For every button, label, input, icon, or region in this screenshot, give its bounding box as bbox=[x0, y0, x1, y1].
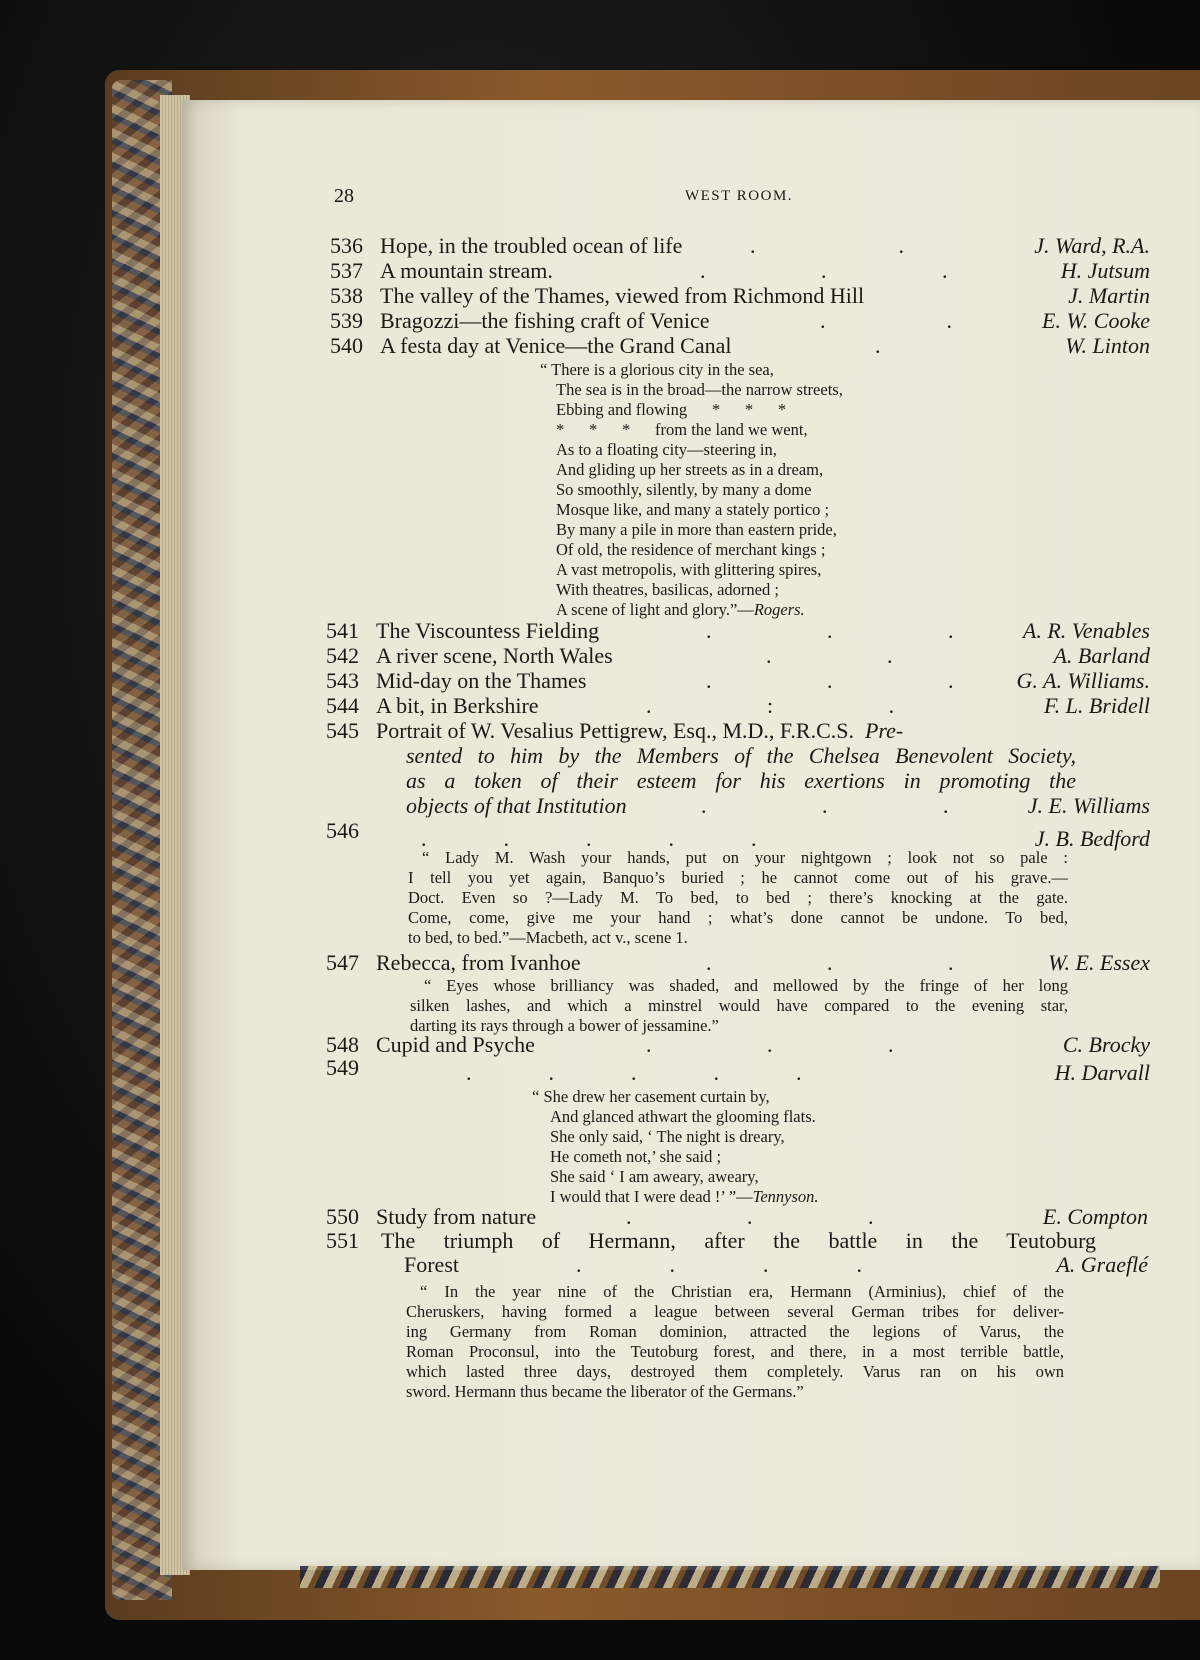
leader-dots: . . . bbox=[706, 668, 954, 693]
leader-dots: . . . bbox=[706, 618, 954, 643]
entry-artist: H. Darvall bbox=[1054, 1060, 1150, 1085]
marbled-bottom-edge bbox=[300, 1566, 1160, 1588]
leader-dots: . . . . bbox=[576, 1252, 862, 1277]
leader-dots: . . bbox=[766, 643, 893, 668]
entry-number: 550 bbox=[326, 1204, 359, 1229]
entry-artist: J. Martin bbox=[1068, 283, 1150, 308]
leader-dots: . . . bbox=[700, 258, 948, 283]
entry-artist: J. E. Williams bbox=[1027, 793, 1150, 818]
entry-title: Cupid and Psyche bbox=[376, 1032, 535, 1057]
leader-dots: . bbox=[875, 333, 881, 358]
entry-artist: E. W. Cooke bbox=[1042, 308, 1150, 333]
leader-dots: . . . bbox=[701, 793, 949, 818]
leader-dots: . . bbox=[820, 308, 952, 333]
entry-title: The triumph of Hermann, after the battle in the Teutoburg bbox=[381, 1228, 1096, 1253]
entry-number: 545 bbox=[326, 718, 359, 743]
quote-attribution: Rogers. bbox=[753, 600, 805, 619]
entry-artist: F. L. Bridell bbox=[1044, 693, 1150, 718]
entry-title: Hope, in the troubled ocean of life bbox=[380, 233, 683, 258]
entry-title: Mid-day on the Thames bbox=[376, 668, 587, 693]
entry-continuation: objects of that Institution bbox=[406, 793, 627, 818]
entry-title: A mountain stream. bbox=[380, 258, 553, 283]
entry-number: 537 bbox=[330, 258, 363, 283]
entry-artist: E. Compton bbox=[1042, 1204, 1148, 1229]
leader-dots: . . bbox=[750, 233, 904, 258]
entry-number: 540 bbox=[330, 333, 363, 358]
entry-number: 546 bbox=[326, 818, 359, 843]
entry-title-continuation: Forest bbox=[404, 1252, 459, 1277]
entry-artist: J. B. Bedford bbox=[1034, 826, 1150, 851]
entry-number: 551 bbox=[326, 1228, 359, 1253]
entry-title: Bragozzi—the fishing craft of Venice bbox=[380, 308, 710, 333]
entry-number: 542 bbox=[326, 643, 359, 668]
entry-artist: G. A. Williams. bbox=[1016, 668, 1150, 693]
page-number: 28 bbox=[334, 185, 354, 207]
leader-dots: . . . bbox=[706, 950, 954, 975]
entry-title: A bit, in Berkshire bbox=[376, 693, 539, 718]
entry-number: 538 bbox=[330, 283, 363, 308]
entry-number: 544 bbox=[326, 693, 359, 718]
entry-number: 547 bbox=[326, 950, 359, 975]
entry-artist: A. R. Venables bbox=[1022, 618, 1150, 643]
entry-title: A river scene, North Wales bbox=[376, 643, 613, 668]
entry-title: Portrait of W. Vesalius Pettigrew, Esq., M.D., F.R.C.S. Pre- bbox=[376, 718, 904, 743]
entry-artist: A. Graeflé bbox=[1056, 1252, 1148, 1277]
quote-ivanhoe: “ Eyes whose brilliancy was shaded, and mellowed by the fringe of her long silken lashes, and which a minstrel would have compared to the evening star, darting its rays through a bower of jessamine.” bbox=[410, 976, 1068, 1035]
entry-artist: J. Ward, R.A. bbox=[1034, 233, 1150, 258]
entry-number: 548 bbox=[326, 1032, 359, 1057]
quote-macbeth: “ Lady M. Wash your hands, put on your nightgown ; look not so pale : I tell you yet again, Banquo’s buried ; he cannot come out of his grave.— Doct. Even so ?—Lady M. To bed, to bed ; there’s knocking at the gate. Come, come, give me your hand ; what’s done cannot be undone. To bed, to bed, to bed.”—Macbeth, act v., scene 1. bbox=[408, 848, 1068, 947]
quote-rogers: “ There is a glorious city in the sea, The sea is in the broad—the narrow streets, Ebbing and flowing * * * * * * from the land we went, As to a floating city—steering in, And gliding up her streets as in a dream, So smoothly, silently, by many a dome Mosque like, and many a stately portico ; By many a pile in more than eastern pride, Of old, the residence of merchant kings ; A vast metropolis, with glittering spires, With theatres, basilicas, adorned ; A scene of light and glory.”—Rogers. bbox=[540, 360, 843, 619]
entry-artist: W. Linton bbox=[1065, 333, 1150, 358]
running-head: WEST ROOM. bbox=[684, 188, 794, 204]
quote-hermann: “ In the year nine of the Christian era, Hermann (Arminius), chief of the Cheruskers, having formed a league between several German tribes for deliver- ing Germany from Roman dominion, attracted the legions of Varus, the Roman Proconsul, into the Teutoburg forest, and there, in a most terrible battle, which lasted three days, destroyed them completely. Varus ran on his own sword. Hermann thus became the liberator of the Germans.” bbox=[406, 1282, 1064, 1401]
entry-number: 539 bbox=[330, 308, 363, 333]
leader-dots: . : . bbox=[646, 693, 895, 718]
entry-artist: H. Jutsum bbox=[1060, 258, 1150, 283]
entry-artist: C. Brocky bbox=[1062, 1032, 1150, 1057]
entry-continuation: as a token of their esteem for his exertions in promoting the bbox=[406, 768, 1076, 793]
leader-dots: . . . . . bbox=[421, 826, 757, 851]
entry-artist: W. E. Essex bbox=[1048, 950, 1150, 975]
entry-number: 549 bbox=[326, 1055, 359, 1080]
quote-attribution: Tennyson. bbox=[752, 1187, 819, 1206]
entry-number: 536 bbox=[330, 233, 363, 258]
leader-dots: . . . bbox=[626, 1204, 874, 1229]
entry-title: Rebecca, from Ivanhoe bbox=[376, 950, 581, 975]
entry-title: The Viscountess Fielding bbox=[376, 618, 600, 643]
leader-dots: . . . bbox=[646, 1032, 894, 1057]
entry-number: 541 bbox=[326, 618, 359, 643]
entry-artist: A. Barland bbox=[1053, 643, 1150, 668]
entry-title: Study from nature bbox=[376, 1204, 537, 1229]
quote-tennyson: “ She drew her casement curtain by, And glanced athwart the glooming flats. She only said, ‘ The night is dreary, He cometh not,’ she said ; She said ‘ I am aweary, aweary, I would that I were dead !’ ”—Tennyson. bbox=[532, 1087, 819, 1206]
page-header bbox=[334, 185, 1144, 211]
leader-dots: . . . . . bbox=[466, 1060, 802, 1085]
entry-number: 543 bbox=[326, 668, 359, 693]
entry-title: A festa day at Venice—the Grand Canal bbox=[380, 333, 732, 358]
entry-continuation: sented to him by the Members of the Chelsea Benevolent Society, bbox=[406, 743, 1076, 768]
entry-title: The valley of the Thames, viewed from Richmond Hill bbox=[380, 283, 865, 308]
